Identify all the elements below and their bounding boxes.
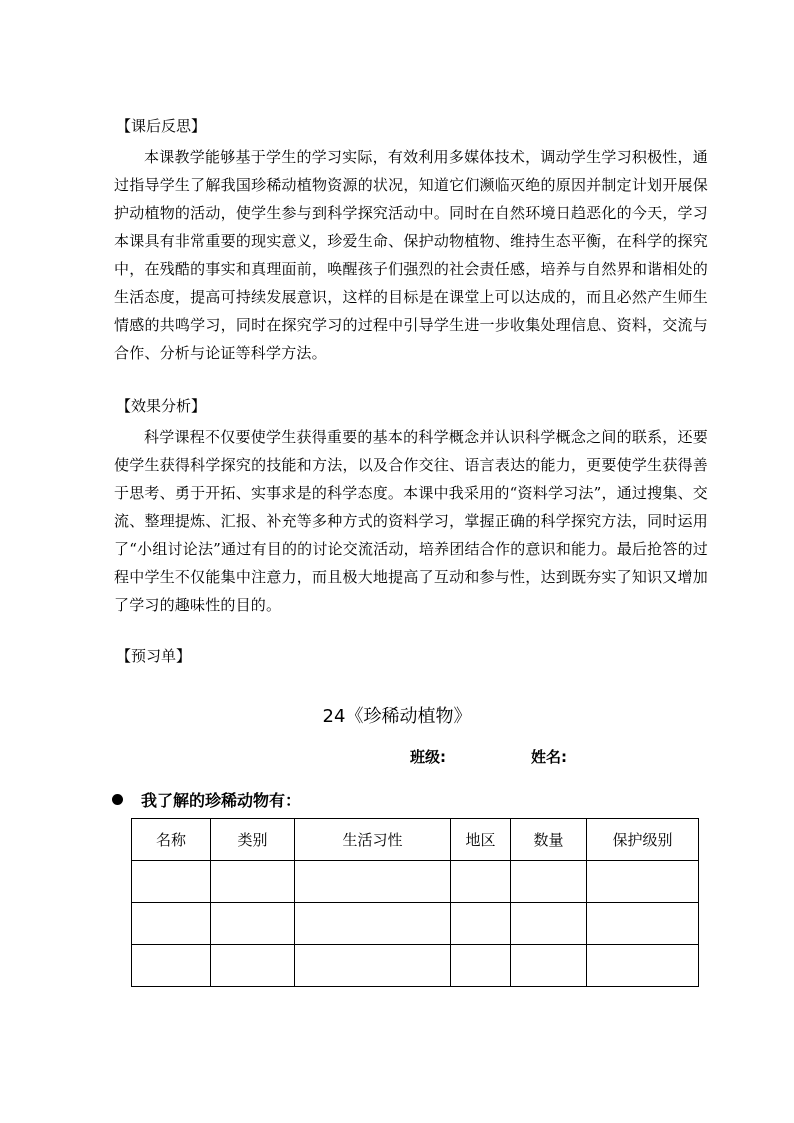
col-header-habits: 生活习性 — [295, 819, 451, 861]
table-cell[interactable] — [295, 861, 451, 903]
table-cell[interactable] — [451, 903, 511, 945]
table-header-row — [132, 819, 699, 861]
table-cell[interactable] — [132, 903, 211, 945]
class-label: 班级: — [410, 748, 446, 766]
col-header-protection-level: 保护级别 — [587, 819, 699, 861]
col-header-region: 地区 — [451, 819, 511, 861]
table-cell[interactable] — [132, 861, 211, 903]
table-cell[interactable] — [211, 861, 295, 903]
table-cell[interactable] — [511, 903, 587, 945]
table-cell[interactable] — [132, 945, 211, 987]
reflection-paragraph: 本课教学能够基于学生的学习实际，有效利用多媒体技术，调动学生学习积极性，通过指导学生了解我国珍稀动植物资源的状况，知道它们濒临灭绝的原因并制定计划开展保护动植物的活动，使学生参与到科学探究活动中。同时在自然环境日趋恶化的今天，学习本课具有非常重要的现实意义，珍爱生命、保护动物植物、维持生态平衡，在科学的探究中，在残酷的事实和真理面前，唤醒孩子们强烈的社会责任感，培养与自然界和谐相处的生活态度，提高可持续发展意识，这样的目标是在课堂上可以达成的，而且必然产生师生情感的共鸣学习，同时在探究学习的过程中引导学生进一步收集处理信息、资料，交流与合作、分析与论证等科学方法。 — [114, 148, 708, 362]
col-header-name: 名称 — [132, 819, 211, 861]
table-cell[interactable] — [511, 861, 587, 903]
bullet-icon — [112, 794, 123, 805]
table-cell[interactable] — [295, 903, 451, 945]
table-cell[interactable] — [451, 861, 511, 903]
analysis-heading: 【效果分析】 — [116, 397, 207, 415]
bullet-text: 我了解的珍稀动物有： — [141, 791, 302, 810]
table-cell[interactable] — [587, 861, 699, 903]
reflection-heading: 【课后反思】 — [116, 117, 207, 135]
table-cell[interactable] — [211, 945, 295, 987]
table-row — [132, 903, 699, 945]
table-row — [132, 861, 699, 903]
bullet-item — [112, 788, 301, 811]
preview-heading: 【预习单】 — [116, 647, 192, 665]
analysis-paragraph: 科学课程不仅要使学生获得重要的基本的科学概念并认识科学概念之间的联系，还要使学生获得科学探究的技能和方法，以及合作交往、语言表达的能力，更要使学生获得善于思考、勇于开拓、实事求是的科学态度。本课中我采用的“资料学习法”，通过搜集、交流、整理提炼、汇报、补充等多种方式的资料学习，掌握正确的科学探究方法，同时运用了“小组讨论法”通过有目的的讨论交流活动，培养团结合作的意识和能力。最后抢答的过程中学生不仅能集中注意力，而且极大地提高了互动和参与性，达到既夯实了知识又增加了学习的趣味性的目的。 — [114, 428, 708, 614]
table-cell[interactable] — [587, 903, 699, 945]
name-label: 姓名: — [531, 748, 567, 766]
table-cell[interactable] — [451, 945, 511, 987]
table-cell[interactable] — [211, 903, 295, 945]
table-cell[interactable] — [587, 945, 699, 987]
col-header-quantity: 数量 — [511, 819, 587, 861]
species-table — [131, 818, 699, 987]
table-cell[interactable] — [511, 945, 587, 987]
table-cell[interactable] — [295, 945, 451, 987]
col-header-category: 类别 — [211, 819, 295, 861]
table-row — [132, 945, 699, 987]
worksheet-title: 24《珍稀动植物》 — [322, 706, 472, 727]
